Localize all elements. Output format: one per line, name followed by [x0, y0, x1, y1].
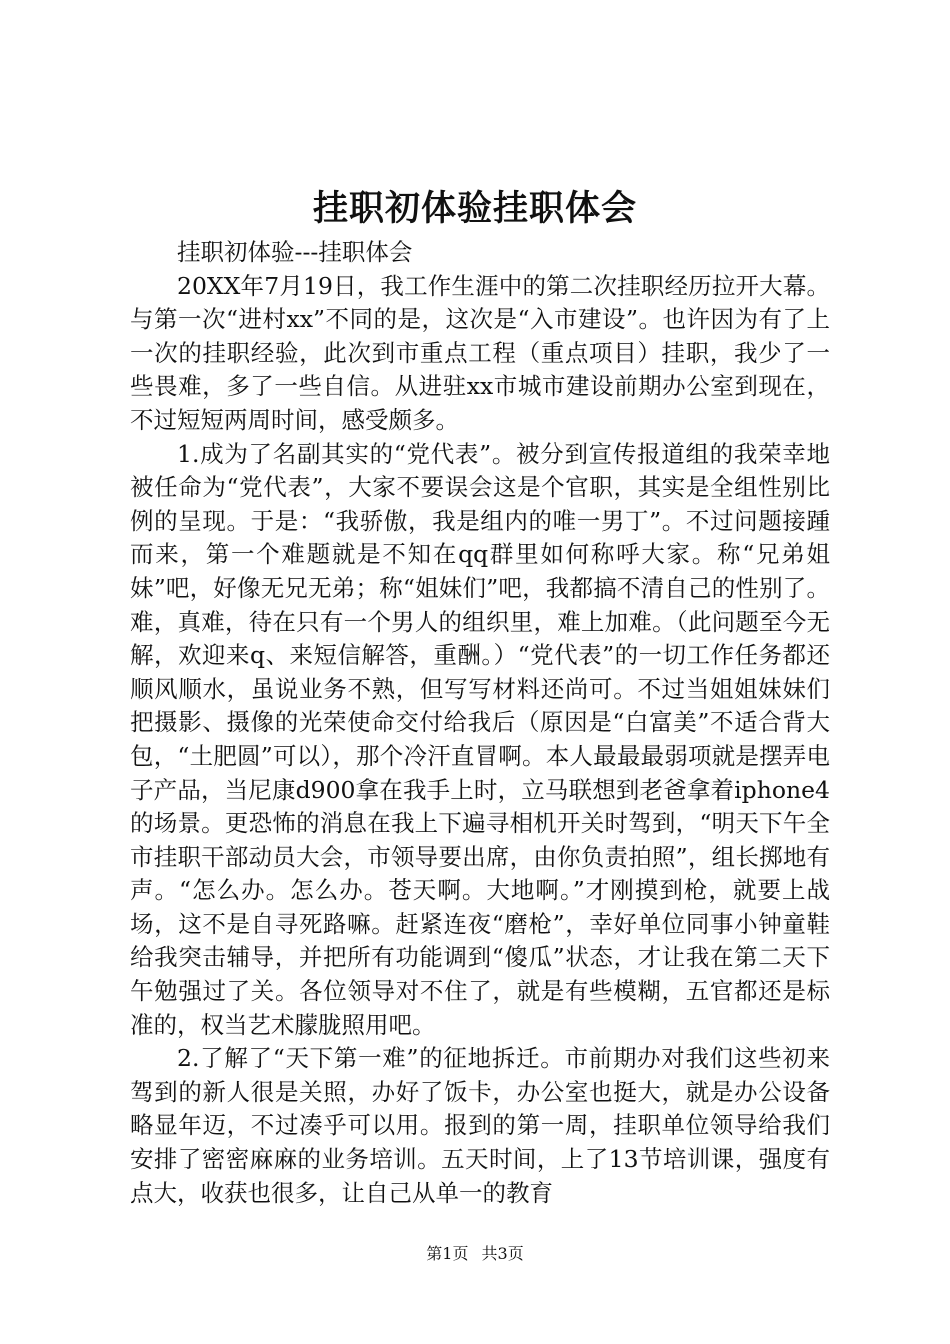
- body-paragraph: 1.成为了名副其实的“党代表”。被分到宣传报道组的我荣幸地被任命为“党代表”，大家不要误会这是个官职，其实是全组性别比例的呈现。于是：“我骄傲，我是组内的唯一男丁”。不过问题接踵而来，第一个难题就是不知在qq群里如何称呼大家。称“兄弟姐妹”吧，好像无兄无弟；称“姐妹们”吧，我都搞不清自己的性别了。难，真难，待在只有一个男人的组织里，难上加难。（此问题至今无解，欢迎来q、来短信解答，重酬。）“党代表”的一切工作任务都还顺风顺水，虽说业务不熟，但写写材料还尚可。不过当姐姐妹妹们把摄影、摄像的光荣使命交付给我后（原因是“白富美”不适合背大包，“土肥圆”可以），那个冷汗直冒啊。本人最最最弱项就是摆弄电子产品，当尼康d900拿在我手上时，立马联想到老爸拿着iphone4的场景。更恐怖的消息在我上下遍寻相机开关时驾到，“明天下午全市挂职干部动员大会，市领导要出席，由你负责拍照”，组长掷地有声。“怎么办。怎么办。苍天啊。大地啊。”才刚摸到枪，就要上战场，这不是自寻死路嘛。赶紧连夜“磨枪”，幸好单位同事小钟童鞋给我突击辅导，并把所有功能调到“傻瓜”状态，才让我在第二天下午勉强过了关。各位领导对不住了，就是有些模糊，五官都还是标准的，权当艺术朦胧照用吧。: [130, 439, 830, 1039]
- document-body: [130, 236, 830, 1210]
- document-title: 挂职初体验挂职体会: [312, 188, 637, 229]
- page-number-current: 第1页: [426, 1244, 469, 1263]
- body-paragraph: 20XX年7月19日，我工作生涯中的第二次挂职经历拉开大幕。与第一次“进村xx”不同的是，这次是“入市建设”。也许因为有了上一次的挂职经验，此次到市重点工程（重点项目）挂职，我少了一些畏难，多了一些自信。从进驻xx市城市建设前期办公室到现在，不过短短两周时间，感受颇多。: [130, 271, 830, 434]
- page-number-total: 共3页: [481, 1244, 524, 1263]
- subtitle-paragraph: 挂职初体验---挂职体会: [177, 238, 413, 266]
- body-paragraph: 2.了解了“天下第一难”的征地拆迁。市前期办对我们这些初来驾到的新人很是关照，办好了饭卡，办公室也挺大，就是办公设备略显年迈，不过凑乎可以用。报到的第一周，挂职单位领导给我们安排了密密麻麻的业务培训。五天时间，上了13节培训课，强度有点大，收获也很多，让自己从单一的教育: [130, 1044, 830, 1207]
- page-footer: [0, 1242, 950, 1266]
